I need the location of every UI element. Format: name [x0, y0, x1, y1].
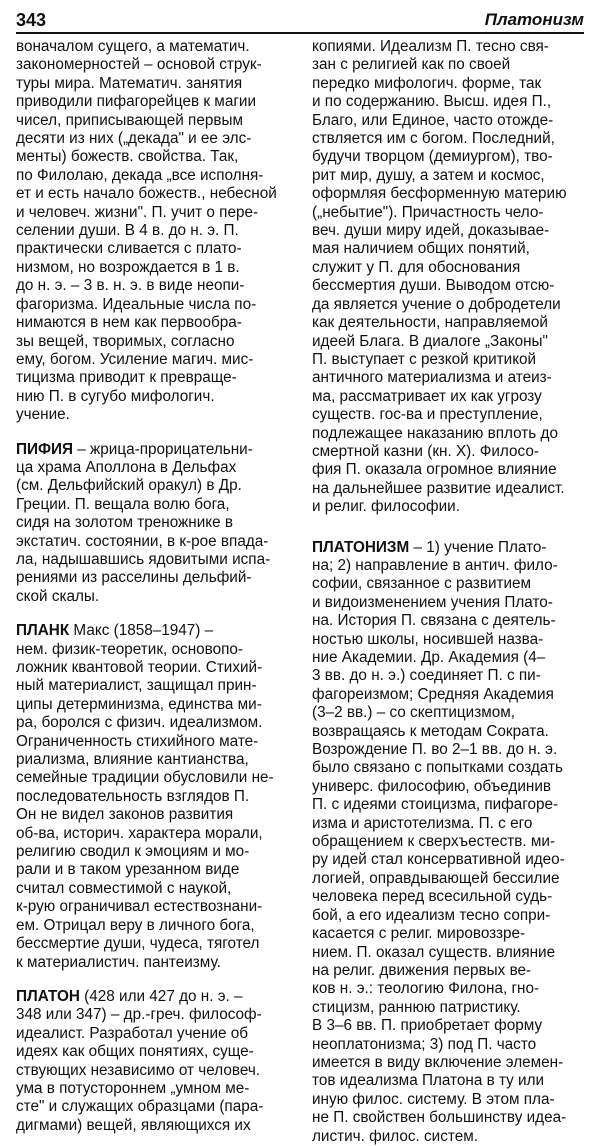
continued-entry-text: воначалом сущего, а математич. закономерностей – основой струк- туры мира. Математич. занятия приводили пифагорейцев к магии чисел, приписывающей первым десяти из них („декада" и ее элс- менты) божеств. свойства. Так, по Филолаю, декада „все исполня- ет и есть начало божеств., небесной и человеч. жизни". П. учит о пере- селении души. В 4 в. до н. э. П. практически сливается с плато- низмом, но возрождается в 1 в. до н. э. – 3 в. н. э. в виде неопи- фагоризма. Идеальные числа по- нимаются в нем как первообра- зы вещей, творимых, согласно ему, богом. Усиление магич. мис- тицизма приводит к превраще- нию П. в сугубо мифологич. учение.	[16, 38, 277, 424]
entry-plank	[16, 622, 286, 972]
headword-pifia: ПИФИЯ	[16, 440, 74, 458]
entry-pifia	[16, 441, 286, 607]
entry-plank-text: Макс (1858–1947) – нем. физик-теоретик, основопо- ложник квантовой теории. Стихий- ный материалист, защищал прин- ципы детерминизма, единства ми- ра, боролся с физич. идеализмом. Ограниченность стихийного мате- риализма, влияние кантианства, семейные традиции обусловили не- последовательность взглядов П. Он не видел законов развития об-ва, историч. характера морали, религию сводил к эмоциям и мо- рали и в таком урезанном виде считал совместимой с наукой, к-рую ограничивал естествознани- ем. Отрицал веру в личного бога, бессмертие души, чудеса, тяготел к материалистич. пантеизму.	[16, 622, 274, 971]
right-column	[312, 38, 582, 1146]
running-head: Платонизм	[484, 10, 584, 29]
headword-platon: ПЛАТОН	[16, 987, 80, 1005]
page-header	[16, 6, 584, 32]
page-number: 343	[16, 10, 47, 30]
entry-platonizm	[312, 539, 582, 1146]
entry-pifia-text: – жрица-прорицательни- ца храма Аполлона в Дельфах (см. Дельфийский оракул) в Др. Греции. П. вещала волю бога, сидя на золотом треножнике в экстатич. состоянии, в к-рое впада- ла, надышавшись ядовитыми испа- рениями из расселины дельфий- ской скалы.	[16, 440, 271, 605]
entry-platon	[16, 988, 286, 1135]
entry-platon-text: (428 или 427 до н. э. – 348 или 347) – др.-греч. философ- идеалист. Разработал учение об идеях как общих понятиях, суще- ствующих независимо от человеч. ума в потустороннем „умном ме- сте" и служащих образцами (пара- дигмами) вещей, являющихся их	[16, 987, 264, 1134]
platon-continued-text: копиями. Идеализм П. тесно свя- зан с религией как по своей передко мифологич. форме, так и по содержанию. Высш. идея П., Благо, или Единое, часто отожде- ствляется им с богом. Последний, будучи творцом (демиургом), тво- рит мир, душу, а затем и космос, оформляя бесформенную материю („небытие"). Причастность чело- веч. души миру идей, доказывае- мая наличием общих понятий, служит у П. для обоснования бессмертия души. Выводом отсю- да является учение о добродетели как деятельности, направляемой идеей Блага. В диалоге „Законы" П. выступает с резкой критикой античного материализма и атеиз- ма, рассматривает их как угрозу существ. гос-ва и преступление, подлежащее наказанию вплоть до смертной казни (кн. X). Филосо- фия П. оказала огромное влияние на дальнейшее развитие идеалист. и религ. философии.	[312, 38, 567, 516]
headword-plank: ПЛАНК	[16, 622, 70, 640]
left-column	[16, 38, 286, 1135]
header-rule	[16, 32, 584, 34]
entry-platonizm-text: – 1) учение Плато- на; 2) направление в антич. фило- софии, связанное с развитием и видоизменением учения Плато- на. История П. связана с деятель- ностью школы, носившей назва- ние Академии. Др. Академия (4– 3 вв. до н. э.) соединяет П. с пи- фагореизмом; Средняя Академия (3–2 вв.) – со скептицизмом, возвращаясь к методам Сократа. Возрождение П. во 2–1 вв. до н. э. было связано с попытками создать универс. философию, объединив П. с идеями стоицизма, пифагоре- изма и аристотелизма. П. с его обращением к сверхъестеств. ми- ру идей стал консервативной идео- логией, оправдывающей бессилие человека перед всесильной судь- бой, а его идеализм тесно сопри- касается с религ. мировоззре- нием. П. оказал существ. влияние на религ. движения первых ве- ков н. э.: теологию Филона, гно- стицизм, раннюю патристику. В 3–6 вв. П. приобретает форму неоплатонизма; 3) под П. часто имеется в виду включение элемен- тов идеализма Платона в ту или иную филос. систему. В этом пла- не П. свойствен большинству идеа- листич. филос. систем.	[312, 538, 567, 1145]
headword-platonizm: ПЛАТОНИЗМ	[312, 538, 410, 556]
